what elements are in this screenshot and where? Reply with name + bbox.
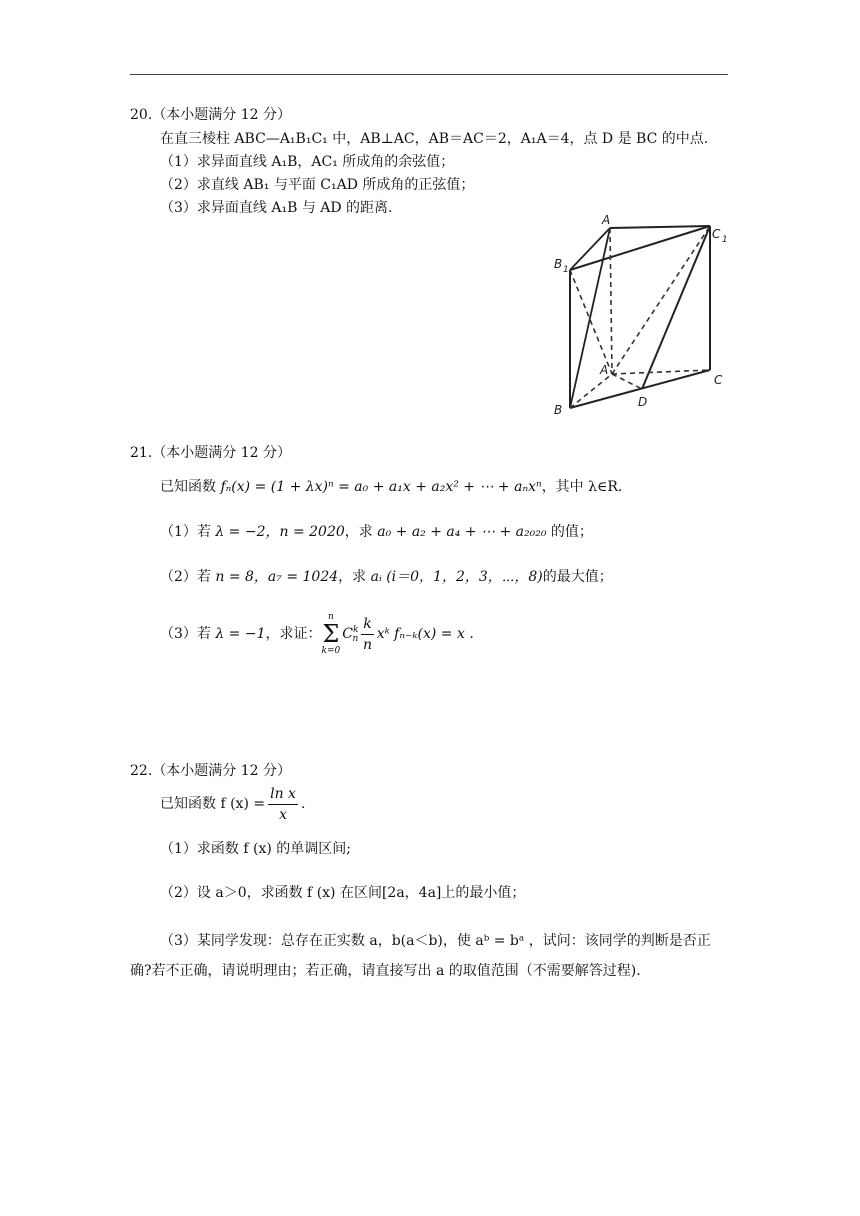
q21-part-3: （3）若 λ = −1，求证： n Σ k=0 $C^k_n$ $\frac{k}{n}$ xᵏ fₙ₋ₖ(x) = x . [160, 612, 474, 656]
q21-p3-tail: xᵏ fₙ₋ₖ(x) = x . [376, 626, 474, 642]
label-a: A [600, 363, 609, 377]
summation-sign: n Σ k=0 [321, 612, 341, 656]
q21-p3-mid: ，求证： [265, 626, 322, 642]
q21-p2-mid: ，求 [338, 569, 371, 585]
label-c1: C [712, 227, 721, 241]
q21-p1-post: 的值； [546, 524, 593, 540]
q20-part-1: （1）求异面直线 A₁B，AC₁ 所成角的余弦值； [160, 154, 455, 170]
q21-header: 21.（本小题满分 12 分） [130, 445, 291, 461]
label-c1-sub: 1 [722, 235, 728, 245]
label-b1-sub: 1 [563, 265, 569, 275]
binomial-c: C [342, 626, 353, 642]
header-rule [130, 74, 728, 75]
q20-part-2: （2）求直线 AB₁ 与平面 C₁AD 所成角的正弦值； [160, 177, 475, 193]
label-d: D [638, 395, 648, 409]
q21-p1-mid: ，求 [344, 524, 378, 540]
prism-figure [548, 212, 740, 420]
q21-p2-expr: aᵢ (i＝0，1，2，3，⋯，8) [370, 569, 543, 585]
q21-p2-cond: n = 8，a₇ = 1024 [215, 569, 339, 585]
q21-p1-cond: λ = −2，n = 2020 [215, 524, 345, 540]
q22-header: 22.（本小题满分 12 分） [130, 763, 291, 779]
q21-fraction [361, 614, 373, 655]
q21-p3-cond: λ = −1 [215, 626, 266, 642]
q21-p1-pre: （1）若 [160, 524, 216, 540]
q20-part-3: （3）求异面直线 A₁B 与 AD 的距离. [160, 200, 393, 216]
fraction-numerator: ln x [268, 784, 298, 805]
q21-p3-pre: （3）若 [160, 626, 216, 642]
label-c: C [714, 373, 723, 387]
fraction-denominator: n [362, 636, 372, 653]
label-b1: B [554, 257, 563, 271]
q21-part-1 [160, 523, 593, 541]
fraction-numerator: k [361, 614, 373, 635]
sum-lower: k=0 [321, 646, 341, 656]
fraction-denominator: x [279, 806, 287, 823]
q22-part-1: （1）求函数 f (x) 的单调区间; [160, 841, 351, 857]
q22-part-3-line2: 确?若不正确，请说明理由；若正确，请直接写出 a 的取值范围（不需要解答过程). [130, 963, 641, 979]
q22-part-3-line1: （3）某同学发现：总存在正实数 a，b(a＜b)，使 aᵇ = bᵃ ，试问：该同学的判断是否正 [160, 933, 711, 949]
sum-upper: n [327, 612, 334, 622]
label-a1: A [602, 213, 611, 227]
q22-part-2: （2）设 a＞0，求函数 f (x) 在区间[2a，4a]上的最小值； [160, 885, 526, 901]
q21-intro-text: 已知函数 [160, 479, 221, 495]
q20-intro: 在直三棱柱 ABC—A₁B₁C₁ 中，AB⊥AC，AB＝AC＝2，A₁A＝4，点 D 是 BC 的中点. [160, 131, 709, 147]
q22-intro-tail: . [300, 796, 306, 812]
label-b: B [554, 403, 563, 417]
q21-intro-formula: fₙ(x) = (1 + λx)ⁿ = a₀ + a₁x + a₂x² + ⋯ + aₙxⁿ [220, 479, 542, 495]
q22-intro [160, 782, 305, 826]
q21-part-2 [160, 568, 613, 586]
q21-intro-tail: ，其中 λ∈R. [541, 479, 623, 495]
q20-header: 20.（本小题满分 12 分） [130, 107, 291, 123]
q21-p2-pre: （2）若 [160, 569, 216, 585]
q22-fraction [268, 784, 298, 825]
q21-intro [160, 478, 622, 496]
q22-intro-text: 已知函数 f (x) = [160, 796, 266, 812]
q21-p2-post: 的最大值； [542, 569, 613, 585]
q21-p1-expr: a₀ + a₂ + a₄ + ⋯ + a₂₀₂₀ [377, 524, 547, 540]
